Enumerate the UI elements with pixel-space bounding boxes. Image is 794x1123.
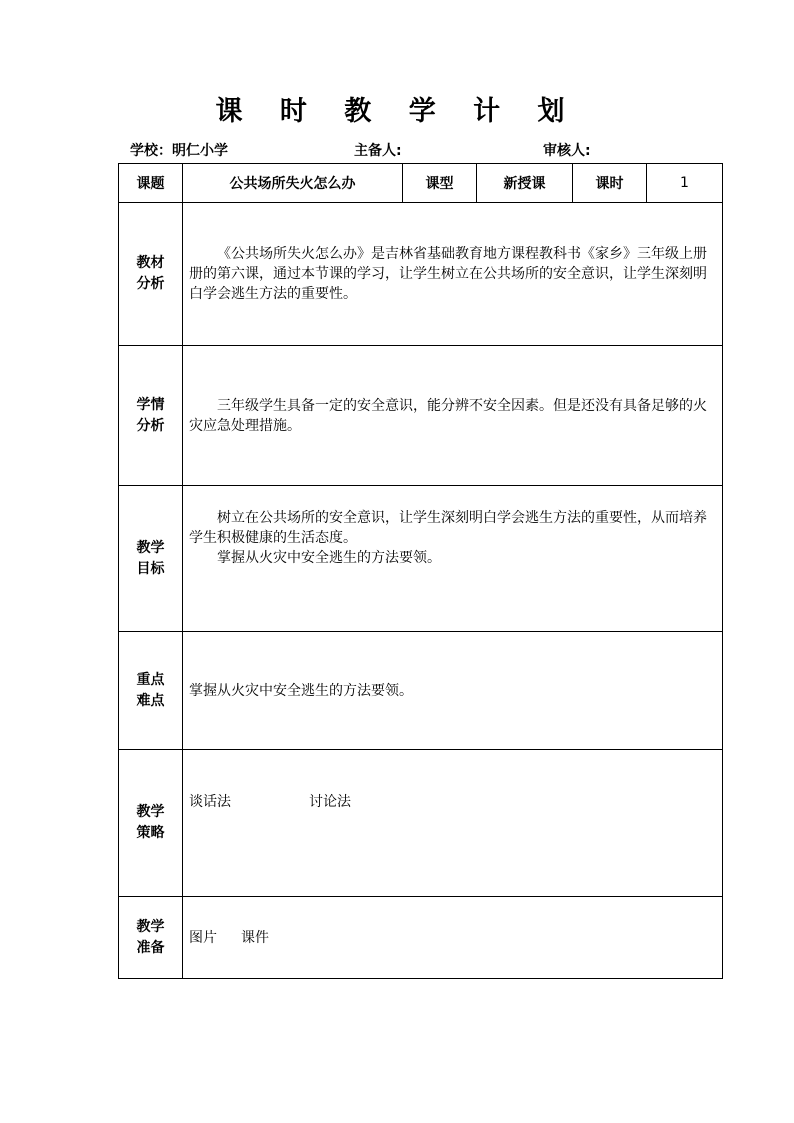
students-text: 三年级学生具备一定的安全意识，能分辨不安全因素。但是还没有具备足够的火灾应急处理措施。 xyxy=(189,397,707,434)
lesson-plan-table xyxy=(118,163,723,979)
header-row xyxy=(119,164,723,203)
strategy-label-line1: 教学 xyxy=(136,804,165,820)
hours-label: 课时 xyxy=(573,164,647,203)
type-value: 新授课 xyxy=(477,164,573,203)
key-points-label-line1: 重点 xyxy=(136,671,165,688)
school-value: 明仁小学 xyxy=(172,143,228,159)
goals-label xyxy=(119,486,183,632)
goals-text-1: 树立在公共场所的安全意识，让学生深刻明白学会逃生方法的重要性，从而培养学生积极健康的生活态度。 xyxy=(189,510,707,546)
school-label: 学校： xyxy=(130,143,172,159)
goals-label-line1: 教学 xyxy=(136,539,165,556)
reviewer-label: 审核人: xyxy=(543,143,591,159)
students-label-line2: 分析 xyxy=(136,417,165,434)
goals-content xyxy=(183,486,723,632)
topic-label: 课题 xyxy=(119,164,183,203)
strategy-label-line2: 策略 xyxy=(136,825,165,841)
page-title: 课 时 教 学 计 划 xyxy=(215,96,579,127)
material-text: 《公共场所失火怎么办》是吉林省基础教育地方课程教科书《家乡》三年级上册册的第六课，通过本节课的学习，让学生树立在公共场所的安全意识，让学生深刻明白学会逃生方法的重要性。 xyxy=(189,246,707,302)
strategy-item-1: 谈话法 xyxy=(189,794,231,810)
strategy-content xyxy=(183,750,723,897)
goals-label-line2: 目标 xyxy=(136,560,165,577)
strategy-label xyxy=(119,750,183,897)
goals-row xyxy=(119,486,723,632)
preparation-content xyxy=(183,897,723,979)
material-label-line2: 分析 xyxy=(136,276,165,292)
preparer-label: 主备人: xyxy=(354,143,402,159)
students-row xyxy=(119,346,723,486)
strategy-row xyxy=(119,750,723,897)
goals-text-2: 掌握从火灾中安全逃生的方法要领。 xyxy=(217,550,441,566)
preparation-row xyxy=(119,897,723,979)
key-points-row xyxy=(119,632,723,750)
strategy-item-2: 讨论法 xyxy=(309,794,351,810)
topic-value: 公共场所失火怎么办 xyxy=(183,164,403,203)
preparation-label-line2: 准备 xyxy=(136,939,165,956)
material-label xyxy=(119,203,183,346)
preparation-item-2: 课件 xyxy=(241,929,269,946)
students-label-line1: 学情 xyxy=(136,396,165,413)
preparation-item-1: 图片 xyxy=(189,929,217,946)
key-points-label-line2: 难点 xyxy=(136,692,165,709)
material-content xyxy=(183,203,723,346)
type-label: 课型 xyxy=(403,164,477,203)
material-label-line1: 教材 xyxy=(136,255,165,271)
key-points-text: 掌握从火灾中安全逃生的方法要领。 xyxy=(189,682,413,699)
key-points-content xyxy=(183,632,723,750)
hours-value: 1 xyxy=(647,164,723,203)
students-label xyxy=(119,346,183,486)
preparation-label-line1: 教学 xyxy=(136,918,165,935)
material-row xyxy=(119,203,723,346)
students-content xyxy=(183,346,723,486)
school-field xyxy=(130,142,228,160)
key-points-label xyxy=(119,632,183,750)
preparation-label xyxy=(119,897,183,979)
